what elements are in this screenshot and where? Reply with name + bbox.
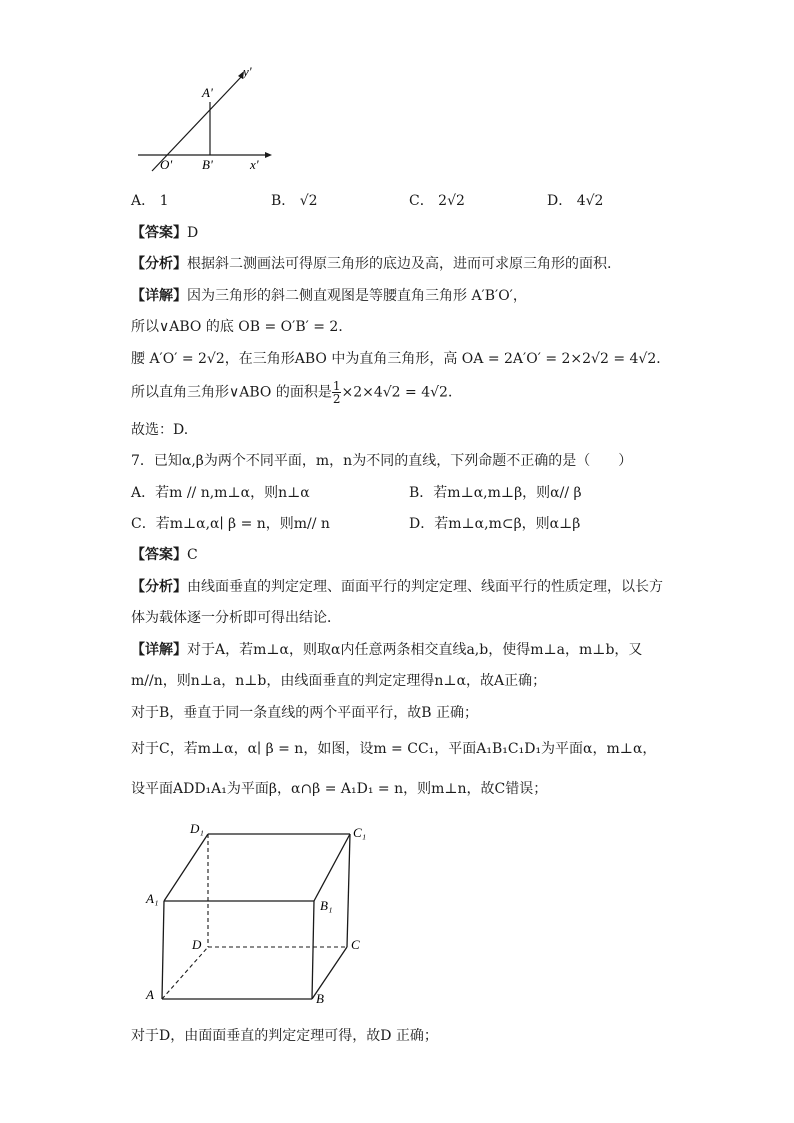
q6-option-c: C． 2√2 — [409, 193, 465, 209]
q7-option-c: C．若m⊥α,α∣ β = n，则m// n — [131, 516, 330, 532]
q7-analysis-line-2: 体为载体逐一分析即可得出结论． — [131, 610, 341, 626]
q7-detail-line-5: 设平面ADD₁A₁为平面β，α∩β = A₁D₁ = n，则m⊥n，故C错误； — [131, 781, 548, 797]
label-d1: D₁ — [190, 821, 204, 836]
q7-option-a: A．若m // n,m⊥α，则n⊥α — [131, 485, 310, 501]
q6-option-b: B． √2 — [271, 193, 318, 209]
edge-b1-c1 — [314, 834, 350, 901]
cuboid-figure — [140, 815, 380, 1015]
edge-c1-c — [347, 834, 350, 947]
q6-option-d: D． 4√2 — [547, 193, 604, 209]
q7-detail-line-3: 对于B，垂直于同一条直线的两个平面平行，故B 正确； — [131, 705, 479, 721]
q7-answer: 【答案】C — [131, 547, 198, 563]
edge-a-d — [162, 947, 208, 999]
q6-detail-line-4: 所以直角三角形∨ABO 的面积是 $\frac{1}{2}$ ×2×4√2 = 4√2． — [131, 379, 462, 406]
q6-conclusion: 故选：D. — [131, 422, 189, 438]
label-c: C — [351, 937, 360, 952]
q7-option-d: D．若m⊥α,m⊂β，则α⊥β — [409, 516, 581, 532]
oblique-triangle-figure — [130, 64, 280, 176]
label-b-prime: B' — [202, 157, 213, 172]
edge-a1-d1 — [164, 834, 208, 901]
q7-option-b: B．若m⊥α,m⊥β，则α// β — [409, 485, 582, 501]
q6-detail-line-3: 腰 A′O′ = 2√2，在三角形ABO 中为直角三角形，高 OA = 2A′O′ = 2×2√2 = 4√2． — [131, 351, 671, 367]
q7-detail-line-4: 对于C，若m⊥α，α∣ β = n，如图，设m = CC₁，平面A₁B₁C₁D₁为平面α，m⊥α， — [131, 741, 657, 757]
q7-detail-line-1: 【详解】对于A，若m⊥α，则取α内任意两条相交直线a,b，使得m⊥a，m⊥b，又 — [131, 642, 643, 658]
q6-detail-line-1: 【详解】因为三角形的斜二侧直观图是等腰直角三角形 A′B′O′， — [131, 288, 527, 304]
label-a: A — [146, 987, 154, 1002]
label-b1: B₁ — [320, 898, 333, 913]
label-c1: C₁ — [353, 825, 367, 840]
edge-a1-a — [162, 901, 164, 999]
label-x-prime: x' — [250, 157, 259, 172]
label-d: D — [192, 937, 202, 952]
label-b: B — [316, 991, 324, 1006]
fraction-one-half: $\frac{1}{2}$ — [332, 379, 341, 406]
q6-analysis: 【分析】根据斜二测画法可得原三角形的底边及高，进而可求原三角形的面积. — [131, 256, 612, 272]
q6-detail-line-2: 所以∨ABO 的底 OB = O′B′ = 2． — [131, 319, 353, 335]
q7-detail-line-6: 对于D，由面面垂直的判定定理可得，故D 正确； — [131, 1028, 438, 1044]
label-y-prime: y' — [243, 64, 252, 79]
q7-analysis-line-1: 【分析】由线面垂直的判定定理、面面平行的判定定理、线面平行的性质定理，以长方 — [131, 579, 663, 595]
q7-stem: 7．已知α,β为两个不同平面，m，n为不同的直线，下列命题不正确的是（ ） — [131, 453, 633, 469]
label-a-prime: A' — [202, 85, 213, 100]
q6-option-a: A． 1 — [131, 193, 169, 209]
edge-b1-b — [312, 901, 314, 999]
q6-answer: 【答案】D — [131, 225, 199, 241]
label-a1: A₁ — [146, 891, 159, 906]
x-axis-arrow — [265, 152, 272, 158]
q7-detail-line-2: m//n，则n⊥a，n⊥b，由线面垂直的判定定理得n⊥α，故A正确； — [131, 673, 547, 689]
label-o-prime: O' — [160, 157, 173, 172]
